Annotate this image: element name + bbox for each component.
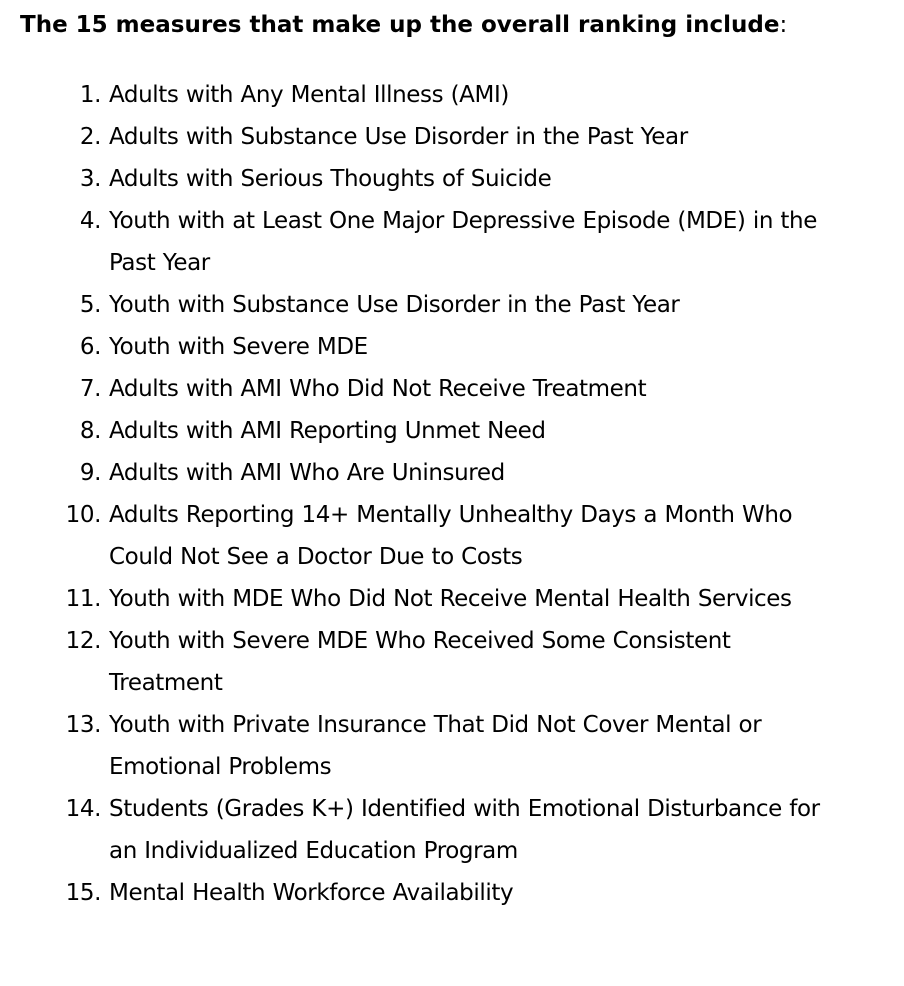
- list-item-text: Youth with at Least One Major Depressive Episode (MDE) in the Past Year: [109, 208, 817, 276]
- page-heading: [20, 8, 787, 42]
- list-item-number: 2.: [79, 124, 101, 150]
- list-item-text: Youth with Severe MDE Who Received Some Consistent Treatment: [109, 628, 731, 696]
- list-item: [0, 494, 849, 578]
- list-item-text: Youth with Private Insurance That Did Not Cover Mental or Emotional Problems: [109, 712, 762, 780]
- list-item-number: 12.: [65, 628, 101, 654]
- list-item: [0, 368, 849, 410]
- heading-text: The 15 measures that make up the overall ranking include: [20, 12, 780, 38]
- list-item-number: 6.: [79, 334, 101, 360]
- list-item-text: Mental Health Workforce Availability: [109, 880, 514, 906]
- list-item-text: Adults with Substance Use Disorder in the Past Year: [109, 124, 688, 150]
- list-item-text: Adults with AMI Who Are Uninsured: [109, 460, 505, 486]
- list-item-number: 3.: [79, 166, 101, 192]
- list-item-text: Adults with Serious Thoughts of Suicide: [109, 166, 552, 192]
- list-item-number: 14.: [65, 796, 101, 822]
- list-item-number: 13.: [65, 712, 101, 738]
- list-item-number: 11.: [65, 586, 101, 612]
- list-item: [0, 200, 849, 284]
- list-item: [0, 872, 849, 914]
- list-item: [0, 74, 849, 116]
- list-item-text: Youth with Substance Use Disorder in the Past Year: [109, 292, 680, 318]
- list-item: [0, 284, 849, 326]
- list-item: [0, 704, 849, 788]
- list-item-number: 5.: [79, 292, 101, 318]
- list-item-number: 8.: [79, 418, 101, 444]
- heading-colon: :: [779, 12, 788, 38]
- list-item: [0, 410, 849, 452]
- list-item-text: Adults Reporting 14+ Mentally Unhealthy Days a Month Who Could Not See a Doctor Due to Costs: [109, 502, 793, 570]
- list-item: [0, 620, 849, 704]
- list-item: [0, 158, 849, 200]
- list-item-text: Adults with AMI Who Did Not Receive Treatment: [109, 376, 647, 402]
- list-item-text: Youth with Severe MDE: [109, 334, 368, 360]
- list-item: [0, 578, 849, 620]
- measures-list: [0, 74, 849, 914]
- list-item: [0, 452, 849, 494]
- list-item-number: 1.: [79, 82, 101, 108]
- list-item-text: Adults with Any Mental Illness (AMI): [109, 82, 509, 108]
- list-item-number: 7.: [79, 376, 101, 402]
- list-item-text: Adults with AMI Reporting Unmet Need: [109, 418, 546, 444]
- list-item-number: 10.: [65, 502, 101, 528]
- list-item: [0, 788, 849, 872]
- list-item-number: 4.: [79, 208, 101, 234]
- list-item-number: 9.: [79, 460, 101, 486]
- list-item: [0, 326, 849, 368]
- list-item-number: 15.: [65, 880, 101, 906]
- list-item-text: Youth with MDE Who Did Not Receive Mental Health Services: [109, 586, 792, 612]
- list-item: [0, 116, 849, 158]
- list-item-text: Students (Grades K+) Identified with Emotional Disturbance for an Individualized Education Program: [109, 796, 820, 864]
